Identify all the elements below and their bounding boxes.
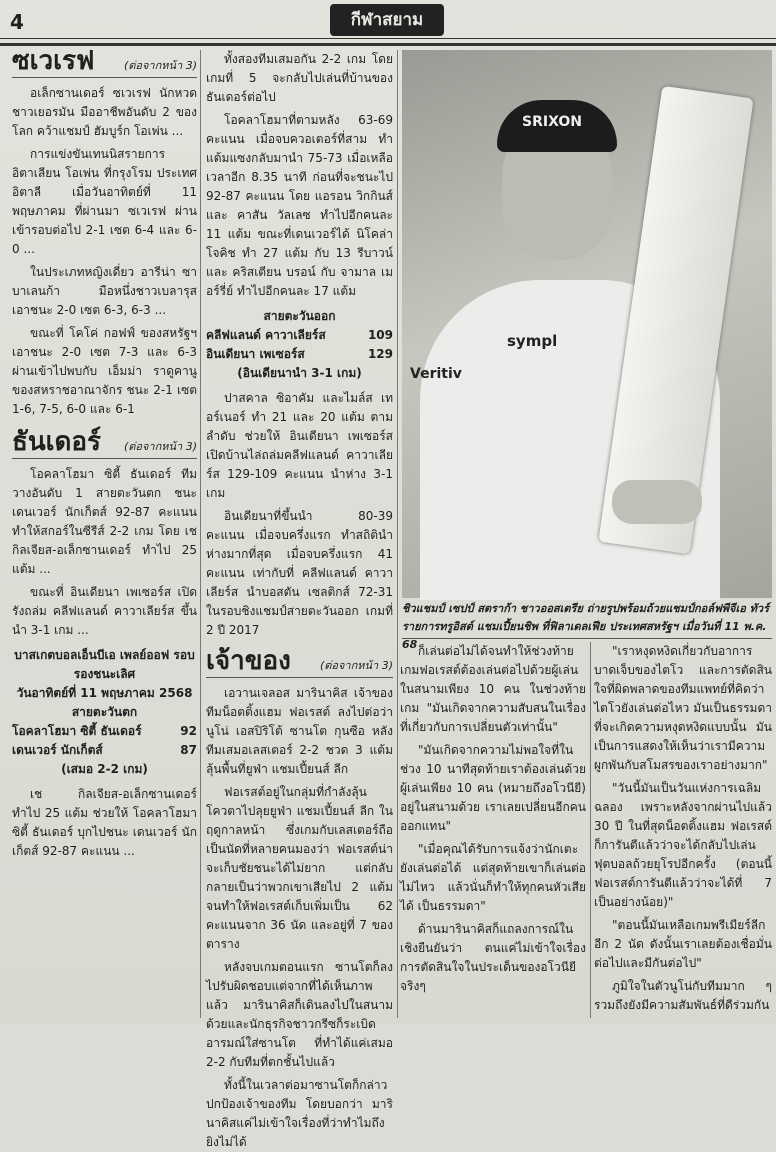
article-owner-header	[206, 646, 393, 678]
paragraph: "มันเกิดจากความไม่พอใจที่ในช่วง 10 นาทีสุดท้ายเราต้องเล่นด้วยผู้เล่นเพียง 10 คน (หมายถึงอโวนียี) อยู่ในสนามด้วย เราเลยเปลี่ยนอีกคนออกแทน"	[400, 743, 586, 833]
page-number: 4	[10, 10, 24, 34]
paragraph: อเล็กซานเดอร์ ซเวเรฟ นักหวดชาวเยอรมัน มืออาชีพอันดับ 2 ของโลก คว้าแชมป์ ฮัมบูร์ก โอเพ่น ...	[12, 86, 197, 138]
team-name: อินเดียนา เพเซอร์ส	[206, 347, 305, 361]
paragraph: ภูมิใจในตัวนูโน่กับทีมมาก ๆ รวมถึงยังมีความสัมพันธ์ที่ดีร่วมกัน	[594, 979, 772, 1012]
newspaper-logo: กีฬาสยาม	[330, 4, 444, 36]
scoreboard-heading: บาสเกตบอลเอ็นบีเอ เพลย์ออฟ รอบรองชนะเลิศ	[14, 648, 195, 681]
cap-logo: SRIXON	[522, 114, 582, 130]
continued-label: (ต่อจากหน้า 3)	[123, 59, 197, 72]
scoreboard-date: วันอาทิตย์ที่ 11 พฤษภาคม 2568	[16, 686, 193, 700]
continued-label: (ต่อจากหน้า 3)	[319, 659, 393, 672]
paragraph: "ตอนนี้มันเหลือเกมพรีเมียร์ลีกอีก 2 นัด ดังนั้นเราเลยต้องเชื่อมั่นต่อไปและมีกันต่อไป"	[594, 918, 772, 970]
masthead	[0, 0, 776, 46]
paragraph: เช กิลเจียส-อเล็กซานเดอร์ ทำไป 25 แต้ม ช่วยให้ โอคลาโฮมา ซิตี้ ธันเดอร์ บุกไปชนะ เดนเวอร์ นักเก็ตส์ 92-87 คะแนน ...	[12, 787, 197, 858]
scoreboard-nba-east	[206, 307, 393, 383]
paragraph: ทั้งนี้ในเวลาต่อมาซานโตก็กล่าวปกป้องเจ้าของทีม โดยบอกว่า มารินาคิสแค่ไม่เข้าใจเรื่องที่ว่าทำไมถึงยิงไม่ได้	[206, 1078, 393, 1149]
paragraph: ขณะที่ อินเดียนา เพเซอร์ส เปิดรังถล่ม คลีฟแลนด์ คาวาเลียร์ส ขึ้นนำ 3-1 เกม ...	[12, 585, 197, 637]
series-note: (อินเดียนานำ 3-1 เกม)	[237, 366, 362, 380]
paragraph: ก็เล่นต่อไม่ได้จนทำให้ช่วงท้ายเกมฟอเรสต์ต้องเล่นต่อไปด้วยผู้เล่นในสนามเพียง 10 คน ในช่วงท้ายเกม "มันเกิดจากความสับสนในเรื่องที่เกี่ยวกับการเปลี่ยนตัวเท่านั้น"	[400, 644, 586, 734]
column-3	[400, 642, 586, 1018]
paragraph: "วันนี้มันเป็นวันแห่งการเฉลิมฉลอง เพราะหลังจากผ่านไปแล้ว 30 ปี ในที่สุดน็อตติ้งแฮม ฟอเรสต์ ก็การันตีแล้วว่าจะได้กลับไปเล่นฟุตบอลถ้วยยุโรปอีกครั้ง (ตอนนี้ฟอเรสต์การันตีแล้วว่าจะได้ที่ 7 เป็นอย่างน้อย)"	[594, 781, 772, 909]
team-score: 92	[180, 724, 197, 738]
paragraph: ทั้งสองทีมเสมอกัน 2-2 เกม โดยเกมที่ 5 จะกลับไปเล่นที่บ้านของธันเดอร์ต่อไป	[206, 52, 393, 104]
shirt-sponsor-logo: Veritiv	[410, 366, 462, 382]
paragraph: การแข่งขันเทนนิสรายการ อิตาเลียน โอเพ่น ที่กรุงโรม ประเทศอิตาลี เมื่อวันอาทิตย์ที่ 11 พฤษภาคม ที่ผ่านมา ซเวเรฟ ผ่านเข้ารอบต่อไป 2-1 เซต 6-4 และ 6-0 ...	[12, 147, 197, 256]
paragraph: ฟอเรสต์อยู่ในกลุ่มที่กำลังลุ้นโควตาไปลุยยูฟ่า แชมเปี้ยนส์ ลีก ในฤดูกาลหน้า ซึ่งเกมกับเลสเตอร์ถือเป็นนัดที่หลายคนมองว่า ฟอเรสต์น่าจะเก็บชัยชนะได้ไม่ยาก แต่กลับกลายเป็นว่าพวกเขาเสียไป 2 แต้ม จนทำให้ฟอเรสต์เก็บเพิ่มเป็น 62 คะแนนจาก 36 นัด และอยู่ที่ 7 ของตาราง	[206, 785, 393, 951]
team-name: เดนเวอร์ นักเก็ตส์	[12, 743, 103, 757]
column-divider	[200, 50, 201, 1018]
series-note: (เสมอ 2-2 เกม)	[61, 762, 148, 776]
score-row	[12, 722, 197, 741]
paragraph: หลังจบเกมตอนแรก ซานโตก็ลงไปรับผิดชอบแต่จากที่ได้เห็นภาพแล้ว มารินาคิสก็เดินลงไปในสนามด้วยและนักธุรกิจชาวกรีซก็ระเบิดอารมณ์ใส่ซานโต ที่ทำได้แค่เสมอ 2-2 กับทีมที่ตกชั้นไปแล้ว	[206, 960, 393, 1069]
scoreboard-nba-west	[12, 646, 197, 779]
paragraph: ขณะที่ โคโค่ กอฟฟ์ ของสหรัฐฯ เอาชนะ 2-0 เซต 7-3 และ 6-3 ผ่านเข้าไปพบกับ เอ็มม่า ราดูคานู ของสหราชอาณาจักร ชนะ 2-1 เซต 1-6, 7-5, 6-0 และ 6-1	[12, 326, 197, 416]
score-row	[206, 345, 393, 364]
team-score: 109	[367, 328, 393, 342]
paragraph: โอคลาโฮมา ซิตี้ ธันเดอร์ ทีมวางอันดับ 1 สายตะวันตก ชนะ เดนเวอร์ นักเก็ตส์ 92-87 คะแนน ทำให้สกอร์ในซีรีส์ 2-2 เกม โดย เช กิลเจียส-อเล็กซานเดอร์ ทำไป 25 แต้ม ...	[12, 467, 197, 576]
paragraph: อินเดียนาที่ขึ้นนำ 80-39 คะแนน เมื่อจบครึ่งแรก ทำสถิตินำห่างมากที่สุด เมื่อจบครึ่งแรก 41 คะแนน เท่ากับที่ คลีฟแลนด์ คาวาเลียร์ส นำบอสตัน เซลติกส์ 72-31 ในรอบชิงแชมป์สายตะวันออก เกมที่ 2 ปี 2017	[206, 509, 393, 637]
paragraph: เอวานเจลอส มารินาคิส เจ้าของทีมน็อตติ้งแฮม ฟอเรสต์ ลงไปต่อว่า นูโน่ เอสปิริโต้ ซานโต กุนซือ หลังทีมเสมอเลสเตอร์ 2-2 ชวด 3 แต้มลุ้นพื้นที่ยูฟ่า แชมเปี้ยนส์ ลีก	[206, 686, 393, 776]
team-name: โอคลาโฮมา ซิตี้ ธันเดอร์	[12, 724, 142, 738]
photo-caption: ชิวแชมป์ เซปป์ สตราก้า ชาวออสเตรีย ถ่ายรูปพร้อมถ้วยแชมป์กอล์ฟพีจีเอ ทัวร์ รายการทรูอิสต์ แชมเปี้ยนชิพ ที่ฟิลาเดลเฟีย ประเทศสหรัฐฯ เมื่อวันที่ 11 พ.ค. 68	[402, 600, 772, 639]
shirt-sponsor-logo: sympl	[507, 332, 558, 350]
scoreboard-group: สายตะวันตก	[71, 705, 138, 719]
scoreboard-group: สายตะวันออก	[263, 309, 336, 323]
golfer-photo	[402, 50, 772, 598]
team-score: 129	[367, 347, 393, 361]
team-name: คลีฟแลนด์ คาวาเลียร์ส	[206, 328, 326, 342]
column-2	[206, 50, 393, 1149]
article-sevilla-header	[12, 46, 197, 78]
article-thunder-title: ธันเดอร์	[12, 427, 101, 457]
continued-label: (ต่อจากหน้า 3)	[123, 440, 197, 453]
paragraph: ปาสคาล ซิอาคัม และไมล์ส เทอร์เนอร์ ทำ 21 และ 20 แต้ม ตามลำดับ ช่วยให้ อินเดียนา เพเซอร์ส เปิดบ้านไล่ถล่มคลีฟแลนด์ คาวาเลียร์ส 129-109 คะแนน นำห่าง 3-1 เกม	[206, 391, 393, 500]
column-4	[594, 642, 772, 1018]
article-sevilla-title: ซเวเรฟ	[12, 46, 95, 76]
score-row	[12, 741, 197, 760]
masthead-rule	[0, 38, 776, 44]
column-divider	[590, 642, 591, 1018]
column-1	[12, 46, 197, 1018]
player-arm	[612, 480, 702, 524]
column-divider	[397, 50, 398, 1018]
paragraph: โอคลาโฮมาที่ตามหลัง 63-69 คะแนน เมื่อจบควอเตอร์ที่สาม ทำแต้มแซงกลับมานำ 75-73 เมื่อเหลือเวลาอีก 8.35 นาที ก่อนที่จะชนะไป 92-87 คะแนน โดย แอรอน วิกกินส์ และ คาสัน วัลเลซ ทำไปอีกคนละ 11 แต้ม ขณะที่เดนเวอร์ได้ นิโคล่า โจคิช ทำ 27 แต้ม กับ 13 รีบาวน์ และ คริสเตียน บรอน์ กับ จามาล เมอร์รี่ย์ ทำไปอีกคนละ 17 แต้ม	[206, 113, 393, 298]
article-thunder-header	[12, 427, 197, 459]
article-owner-title: เจ้าของ	[206, 646, 291, 676]
paragraph: "เราหงุดหงิดเกี่ยวกับอาการบาดเจ็บของไตโว และการตัดสินใจที่ผิดพลาดของทีมแพทย์ที่คิดว่าไตโวยังเล่นต่อไหว มันเป็นธรรมดาที่จะเกิดความหงุดหงิดแบบนั้น มันเป็นการแสดงให้เห็นว่าเรามีความผูกพันกับสโมสรของเราอย่างมาก"	[594, 644, 772, 772]
team-score: 87	[180, 743, 197, 757]
score-row	[206, 326, 393, 345]
paragraph: "เมื่อคุณได้รับการแจ้งว่านักเตะยังเล่นต่อได้ แต่สุดท้ายเขาก็เล่นต่อไม่ไหว แล้วนั่นก็ทำให้ทุกคนหัวเสียได้ เป็นธรรมดา"	[400, 842, 586, 913]
paragraph: ในประเภทหญิงเดี่ยว อารีน่า ซาบาเลนก้า มือหนึ่งชาวเบลารุส เอาชนะ 2-0 เซต 6-3, 6-3 ...	[12, 265, 197, 317]
paragraph: ด้านมารินาคิสก็แถลงการณ์ในเชิงยืนยันว่า ตนแค่ไม่เข้าใจเรื่องการตัดสินใจในประเด็นของอโวนียีจริงๆ	[400, 922, 586, 993]
